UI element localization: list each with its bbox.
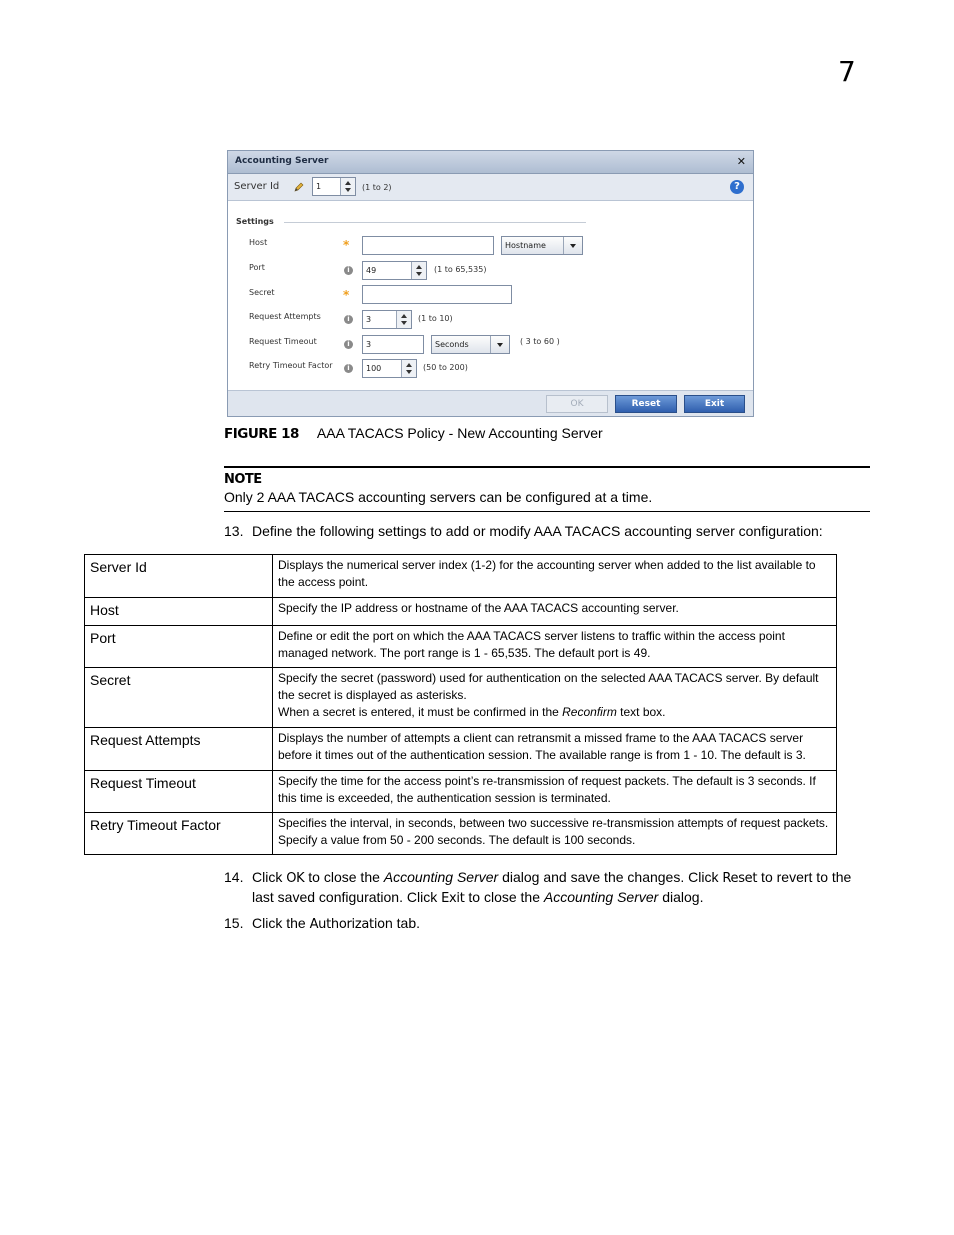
table-row xyxy=(85,555,837,598)
timeout-unit-select[interactable] xyxy=(431,335,510,354)
table-desc: Specifies the interval, in seconds, between two successive re-transmission attempts of request packets. Specify a value from 50 - 200 seconds. The default is 100 seconds. xyxy=(273,813,837,855)
table-row xyxy=(85,771,837,813)
step-text: Click OK to close the Accounting Server dialog and save the changes. Click Reset to revert to the last saved configuration. Click Exit to close the Accounting Server dialog. xyxy=(252,869,852,906)
stepper-arrows-icon[interactable] xyxy=(401,360,416,377)
help-icon[interactable]: ? xyxy=(730,180,744,194)
note-bottom-rule xyxy=(224,511,870,512)
desc-line: When a secret is entered, it must be confirmed in the Reconfirm text box. xyxy=(278,705,666,719)
info-icon: i xyxy=(344,340,353,349)
stepper-arrows-icon[interactable] xyxy=(340,178,355,195)
secret-label: Secret xyxy=(249,288,275,297)
reset-button[interactable]: Reset xyxy=(615,395,677,413)
table-key: Host xyxy=(85,598,273,626)
server-id-stepper[interactable] xyxy=(312,177,356,196)
host-input[interactable] xyxy=(362,236,494,255)
timeout-unit-value: Seconds xyxy=(435,340,469,349)
timeout-range: ( 3 to 60 ) xyxy=(520,337,560,346)
attempts-stepper[interactable] xyxy=(362,310,412,329)
info-icon: i xyxy=(344,364,353,373)
attempts-label: Request Attempts xyxy=(249,312,321,321)
table-desc: Specify the IP address or hostname of the AAA TACACS accounting server. xyxy=(273,598,837,626)
host-label: Host xyxy=(249,238,268,247)
port-label: Port xyxy=(249,263,265,272)
settings-table xyxy=(84,554,837,855)
port-stepper[interactable] xyxy=(362,261,427,280)
figure-number: FIGURE 18 xyxy=(224,426,299,442)
required-star-icon: * xyxy=(343,238,350,252)
server-id-value: 1 xyxy=(316,182,322,191)
host-type-value: Hostname xyxy=(505,241,546,250)
dialog-title-bar xyxy=(228,151,753,174)
attempts-value: 3 xyxy=(366,315,372,324)
table-key: Secret xyxy=(85,668,273,728)
stepper-arrows-icon[interactable] xyxy=(411,262,426,279)
step-14 xyxy=(224,868,864,906)
chevron-down-icon xyxy=(563,237,582,254)
chapter-number: 7 xyxy=(838,55,856,88)
table-desc: Displays the number of attempts a client can retransmit a missed frame to the AAA TACACS server before it times out of the authentication session. The available range is from 1 - 10. The default is 3. xyxy=(273,728,837,771)
step-number: 14. xyxy=(224,869,244,885)
figure-caption xyxy=(224,425,603,442)
retry-range: (50 to 200) xyxy=(423,363,468,372)
desc-line: Specify the secret (password) used for authentication on the selected AAA TACACS server. By default the secret is displayed as asterisks. xyxy=(278,671,819,702)
table-key: Request Timeout xyxy=(85,771,273,813)
note-text: Only 2 AAA TACACS accounting servers can be configured at a time. xyxy=(224,489,653,505)
table-row xyxy=(85,598,837,626)
step-text: Click the Authorization tab. xyxy=(252,915,420,932)
timeout-value: 3 xyxy=(366,340,372,349)
ok-button[interactable]: OK xyxy=(546,395,608,413)
table-key: Retry Timeout Factor xyxy=(85,813,273,855)
table-key: Port xyxy=(85,626,273,668)
retry-stepper[interactable] xyxy=(362,359,417,378)
close-icon[interactable]: ✕ xyxy=(736,155,746,168)
info-icon: i xyxy=(344,315,353,324)
table-row xyxy=(85,813,837,855)
server-id-label: Server Id xyxy=(234,181,280,192)
required-star-icon: * xyxy=(343,288,350,302)
table-desc: Specify the time for the access point’s re-transmission of request packets. The default is 3 seconds. If this time is exceeded, the authentication session is terminated. xyxy=(273,771,837,813)
table-row xyxy=(85,668,837,728)
table-key: Server Id xyxy=(85,555,273,598)
note-title: NOTE xyxy=(224,472,262,487)
table-row xyxy=(85,728,837,771)
settings-label: Settings xyxy=(236,217,274,226)
port-value: 49 xyxy=(366,266,377,275)
step-text: Define the following settings to add or modify AAA TACACS accounting server configuration: xyxy=(252,523,823,539)
edit-pencil-icon xyxy=(294,182,304,192)
server-id-bar xyxy=(228,174,753,201)
timeout-input[interactable] xyxy=(362,335,424,354)
table-desc: Define or edit the port on which the AAA TACACS server listens to traffic within the access point managed network. The port range is 1 - 65,535. The default port is 49. xyxy=(273,626,837,668)
dialog-title: Accounting Server xyxy=(235,156,329,166)
step-number: 13. xyxy=(224,523,244,539)
step-13 xyxy=(224,522,864,540)
note-top-rule xyxy=(224,466,870,468)
accounting-server-dialog xyxy=(227,150,754,417)
step-number: 15. xyxy=(224,915,244,931)
secret-input[interactable] xyxy=(362,285,512,304)
server-id-range: (1 to 2) xyxy=(362,183,392,192)
port-range: (1 to 65,535) xyxy=(434,265,487,274)
table-desc xyxy=(273,668,837,728)
timeout-label: Request Timeout xyxy=(249,337,317,346)
stepper-arrows-icon[interactable] xyxy=(396,311,411,328)
table-key: Request Attempts xyxy=(85,728,273,771)
table-row xyxy=(85,626,837,668)
info-icon: i xyxy=(344,266,353,275)
attempts-range: (1 to 10) xyxy=(418,314,453,323)
retry-value: 100 xyxy=(366,364,382,373)
settings-divider xyxy=(284,222,586,223)
step-15 xyxy=(224,914,864,932)
exit-button[interactable]: Exit xyxy=(684,395,745,413)
table-desc: Displays the numerical server index (1-2) for the accounting server when added to the list available to the access point. xyxy=(273,555,837,598)
chevron-down-icon xyxy=(490,336,509,353)
host-type-select[interactable] xyxy=(501,236,583,255)
figure-title: AAA TACACS Policy - New Accounting Server xyxy=(316,425,603,441)
retry-label: Retry Timeout Factor xyxy=(249,361,333,370)
dialog-footer xyxy=(228,390,753,416)
